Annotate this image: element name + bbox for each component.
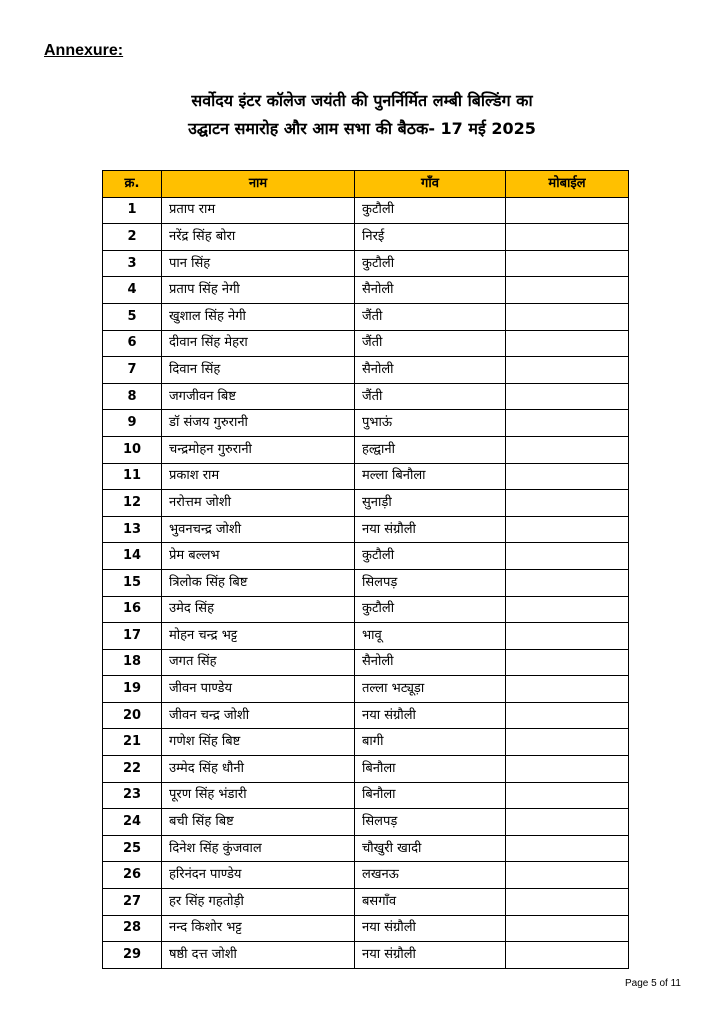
mobile-cell <box>506 889 629 916</box>
serial-number-cell: 14 <box>103 543 162 570</box>
serial-number-cell: 17 <box>103 623 162 650</box>
village-cell: मल्ला बिनौला <box>355 463 506 490</box>
name-cell: जीवन चन्द्र जोशी <box>162 702 355 729</box>
mobile-cell <box>506 436 629 463</box>
village-cell: जैंती <box>355 303 506 330</box>
table-row <box>103 277 629 304</box>
name-cell: चन्द्रमोहन गुरुरानी <box>162 436 355 463</box>
table-row <box>103 250 629 277</box>
mobile-cell <box>506 224 629 251</box>
serial-number-cell: 9 <box>103 410 162 437</box>
table-row <box>103 915 629 942</box>
mobile-cell <box>506 809 629 836</box>
header-village: गाँव <box>355 171 506 198</box>
header-name: नाम <box>162 171 355 198</box>
village-cell: नया संग्रौली <box>355 702 506 729</box>
name-cell: गणेश सिंह बिष्ट <box>162 729 355 756</box>
header-serial-number: क्र. <box>103 171 162 198</box>
village-cell: कुटौली <box>355 596 506 623</box>
table-row <box>103 490 629 517</box>
serial-number-cell: 19 <box>103 676 162 703</box>
table-row <box>103 942 629 969</box>
village-cell: जैंती <box>355 383 506 410</box>
village-cell: सैनोली <box>355 649 506 676</box>
name-cell: प्रताप सिंह नेगी <box>162 277 355 304</box>
serial-number-cell: 13 <box>103 516 162 543</box>
village-cell: सैनोली <box>355 277 506 304</box>
table-row <box>103 649 629 676</box>
table-row <box>103 224 629 251</box>
village-cell: बसगाँव <box>355 889 506 916</box>
village-cell: सुनाड़ी <box>355 490 506 517</box>
table-row <box>103 756 629 783</box>
mobile-cell <box>506 463 629 490</box>
serial-number-cell: 16 <box>103 596 162 623</box>
serial-number-cell: 26 <box>103 862 162 889</box>
mobile-cell <box>506 410 629 437</box>
name-cell: बची सिंह बिष्ट <box>162 809 355 836</box>
serial-number-cell: 11 <box>103 463 162 490</box>
serial-number-cell: 1 <box>103 197 162 224</box>
mobile-cell <box>506 942 629 969</box>
mobile-cell <box>506 596 629 623</box>
village-cell: कुटौली <box>355 197 506 224</box>
serial-number-cell: 10 <box>103 436 162 463</box>
mobile-cell <box>506 383 629 410</box>
village-cell: सिलपड़ <box>355 569 506 596</box>
name-cell: भुवनचन्द्र जोशी <box>162 516 355 543</box>
serial-number-cell: 15 <box>103 569 162 596</box>
serial-number-cell: 7 <box>103 357 162 384</box>
name-cell: नन्द किशोर भट्ट <box>162 915 355 942</box>
name-cell: दीवान सिंह मेहरा <box>162 330 355 357</box>
mobile-cell <box>506 330 629 357</box>
serial-number-cell: 18 <box>103 649 162 676</box>
village-cell: सैनोली <box>355 357 506 384</box>
village-cell: पुभाऊं <box>355 410 506 437</box>
mobile-cell <box>506 915 629 942</box>
name-cell: दिनेश सिंह कुंजवाल <box>162 835 355 862</box>
village-cell: निरई <box>355 224 506 251</box>
mobile-cell <box>506 303 629 330</box>
table-row <box>103 676 629 703</box>
name-cell: उम्मेद सिंह धौनी <box>162 756 355 783</box>
name-cell: प्रताप राम <box>162 197 355 224</box>
serial-number-cell: 5 <box>103 303 162 330</box>
name-cell: मोहन चन्द्र भट्ट <box>162 623 355 650</box>
mobile-cell <box>506 702 629 729</box>
name-cell: प्रेम बल्लभ <box>162 543 355 570</box>
table-row <box>103 436 629 463</box>
table-row <box>103 702 629 729</box>
serial-number-cell: 3 <box>103 250 162 277</box>
name-cell: जगत सिंह <box>162 649 355 676</box>
village-cell: कुटौली <box>355 250 506 277</box>
village-cell: बागी <box>355 729 506 756</box>
name-cell: दिवान सिंह <box>162 357 355 384</box>
table-row <box>103 543 629 570</box>
mobile-cell <box>506 623 629 650</box>
mobile-cell <box>506 277 629 304</box>
document-title-line-1: सर्वोदय इंटर कॉलेज जयंती की पुनर्निर्मित लम्बी बिल्डिंग का <box>191 91 533 110</box>
name-cell: उमेद सिंह <box>162 596 355 623</box>
serial-number-cell: 20 <box>103 702 162 729</box>
village-cell: जैंती <box>355 330 506 357</box>
village-cell: लखनऊ <box>355 862 506 889</box>
table-row <box>103 197 629 224</box>
name-cell: प्रकाश राम <box>162 463 355 490</box>
village-cell: सिलपड़ <box>355 809 506 836</box>
name-cell: खुशाल सिंह नेगी <box>162 303 355 330</box>
village-cell: बिनौला <box>355 782 506 809</box>
serial-number-cell: 12 <box>103 490 162 517</box>
table-row <box>103 782 629 809</box>
table-row <box>103 383 629 410</box>
mobile-cell <box>506 862 629 889</box>
name-cell: नरोत्तम जोशी <box>162 490 355 517</box>
table-row <box>103 463 629 490</box>
serial-number-cell: 27 <box>103 889 162 916</box>
name-cell: हरिनंदन पाण्डेय <box>162 862 355 889</box>
name-cell: जीवन पाण्डेय <box>162 676 355 703</box>
village-cell: हल्द्वानी <box>355 436 506 463</box>
village-cell: चौखुरी खादी <box>355 835 506 862</box>
attendee-table <box>102 170 629 969</box>
mobile-cell <box>506 490 629 517</box>
mobile-cell <box>506 516 629 543</box>
serial-number-cell: 29 <box>103 942 162 969</box>
name-cell: त्रिलोक सिंह बिष्ट <box>162 569 355 596</box>
mobile-cell <box>506 835 629 862</box>
name-cell: पूरण सिंह भंडारी <box>162 782 355 809</box>
mobile-cell <box>506 250 629 277</box>
name-cell: पान सिंह <box>162 250 355 277</box>
table-row <box>103 889 629 916</box>
mobile-cell <box>506 357 629 384</box>
village-cell: नया संग्रौली <box>355 915 506 942</box>
page-number: Page 5 of 11 <box>625 978 681 989</box>
mobile-cell <box>506 676 629 703</box>
village-cell: बिनौला <box>355 756 506 783</box>
serial-number-cell: 2 <box>103 224 162 251</box>
village-cell: नया संग्रौली <box>355 516 506 543</box>
mobile-cell <box>506 197 629 224</box>
mobile-cell <box>506 543 629 570</box>
table-row <box>103 596 629 623</box>
document-title-line-2: उद्घाटन समारोह और आम सभा की बैठक- 17 मई 2025 <box>188 119 536 138</box>
name-cell: हर सिंह गहतोड़ी <box>162 889 355 916</box>
serial-number-cell: 4 <box>103 277 162 304</box>
table-row <box>103 729 629 756</box>
serial-number-cell: 28 <box>103 915 162 942</box>
name-cell: डॉ संजय गुरुरानी <box>162 410 355 437</box>
table-row <box>103 862 629 889</box>
village-cell: कुटौली <box>355 543 506 570</box>
table-row <box>103 330 629 357</box>
serial-number-cell: 6 <box>103 330 162 357</box>
mobile-cell <box>506 782 629 809</box>
table-row <box>103 809 629 836</box>
table-header-row <box>103 171 629 198</box>
village-cell: भावू <box>355 623 506 650</box>
mobile-cell <box>506 756 629 783</box>
table-row <box>103 623 629 650</box>
table-row <box>103 516 629 543</box>
serial-number-cell: 21 <box>103 729 162 756</box>
header-mobile: मोबाईल <box>506 171 629 198</box>
table-row <box>103 303 629 330</box>
mobile-cell <box>506 649 629 676</box>
table-row <box>103 569 629 596</box>
table-row <box>103 357 629 384</box>
mobile-cell <box>506 729 629 756</box>
name-cell: नरेंद्र सिंह बोरा <box>162 224 355 251</box>
serial-number-cell: 23 <box>103 782 162 809</box>
table-row <box>103 410 629 437</box>
name-cell: जगजीवन बिष्ट <box>162 383 355 410</box>
table-body <box>103 197 629 968</box>
serial-number-cell: 22 <box>103 756 162 783</box>
village-cell: तल्ला भट्यूड़ा <box>355 676 506 703</box>
serial-number-cell: 25 <box>103 835 162 862</box>
mobile-cell <box>506 569 629 596</box>
table-row <box>103 835 629 862</box>
name-cell: षष्ठी दत्त जोशी <box>162 942 355 969</box>
serial-number-cell: 24 <box>103 809 162 836</box>
village-cell: नया संग्रौली <box>355 942 506 969</box>
annexure-heading: Annexure: <box>44 42 124 59</box>
serial-number-cell: 8 <box>103 383 162 410</box>
